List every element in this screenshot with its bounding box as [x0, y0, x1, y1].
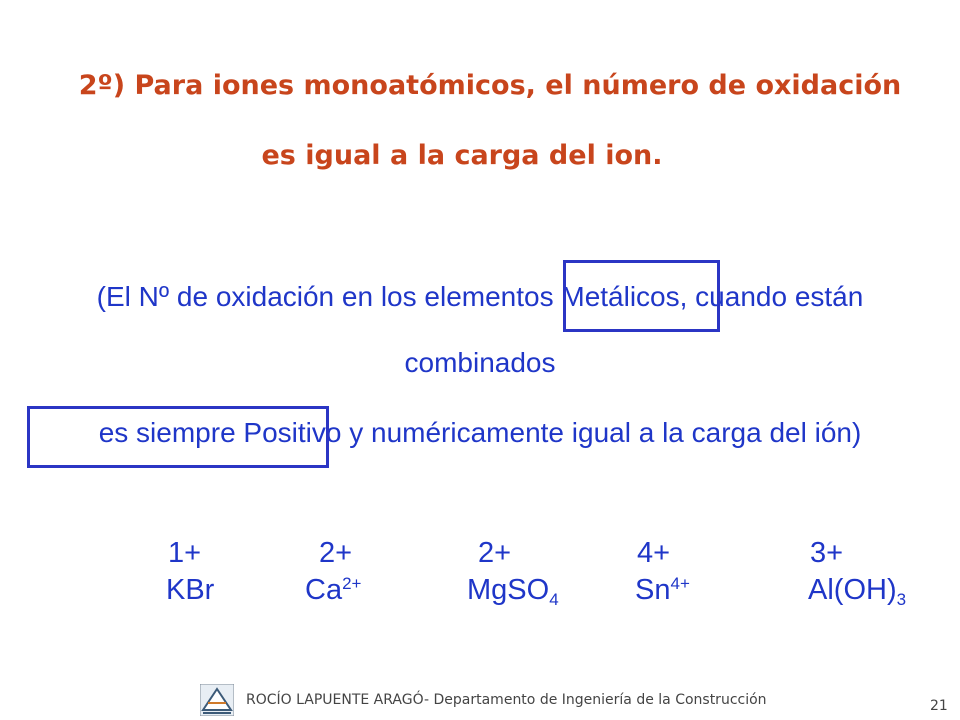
highlight-box-positivo [27, 406, 329, 468]
page-number: 21 [930, 698, 948, 714]
formula-charge: 2+ [342, 574, 362, 593]
formula-charge: 4+ [670, 574, 690, 593]
formula-subscript: 3 [896, 590, 907, 609]
paragraph-line-3: es siempre Positivo y numéricamente igual a la carga del ión) [98, 417, 862, 448]
chemical-formula [808, 574, 906, 610]
chemical-formula [166, 574, 214, 607]
formula-text: KBr [166, 574, 215, 606]
oxidation-number: 2+ [319, 537, 353, 569]
chemical-formula [467, 574, 559, 610]
formula-text: MgSO [467, 574, 550, 606]
oxidation-number: 1+ [168, 537, 202, 569]
chemical-formula [635, 574, 690, 607]
institution-logo-icon [200, 684, 234, 716]
oxidation-number: 4+ [637, 537, 671, 569]
paragraph-line-1: (El Nº de oxidación en los elementos Metálicos, cuando están [96, 281, 864, 312]
formula-text: Sn [635, 574, 671, 606]
title-line-1: 2º) Para iones monoatómicos, el número de oxidación [78, 70, 902, 101]
formula-subscript: 4 [549, 590, 559, 609]
oxidation-number: 2+ [478, 537, 512, 569]
footer-text: ROCÍO LAPUENTE ARAGÓ- Departamento de Ingeniería de la Construcción [246, 692, 767, 708]
highlight-box-metalicos [563, 260, 720, 332]
formula-text: Ca [305, 574, 343, 606]
oxidation-number: 3+ [810, 537, 844, 569]
chemical-formula [305, 574, 361, 607]
title-line-2: es igual a la carga del ion. [261, 140, 663, 171]
formula-text: Al(OH) [808, 574, 897, 606]
paragraph-line-2: combinados [404, 347, 556, 378]
